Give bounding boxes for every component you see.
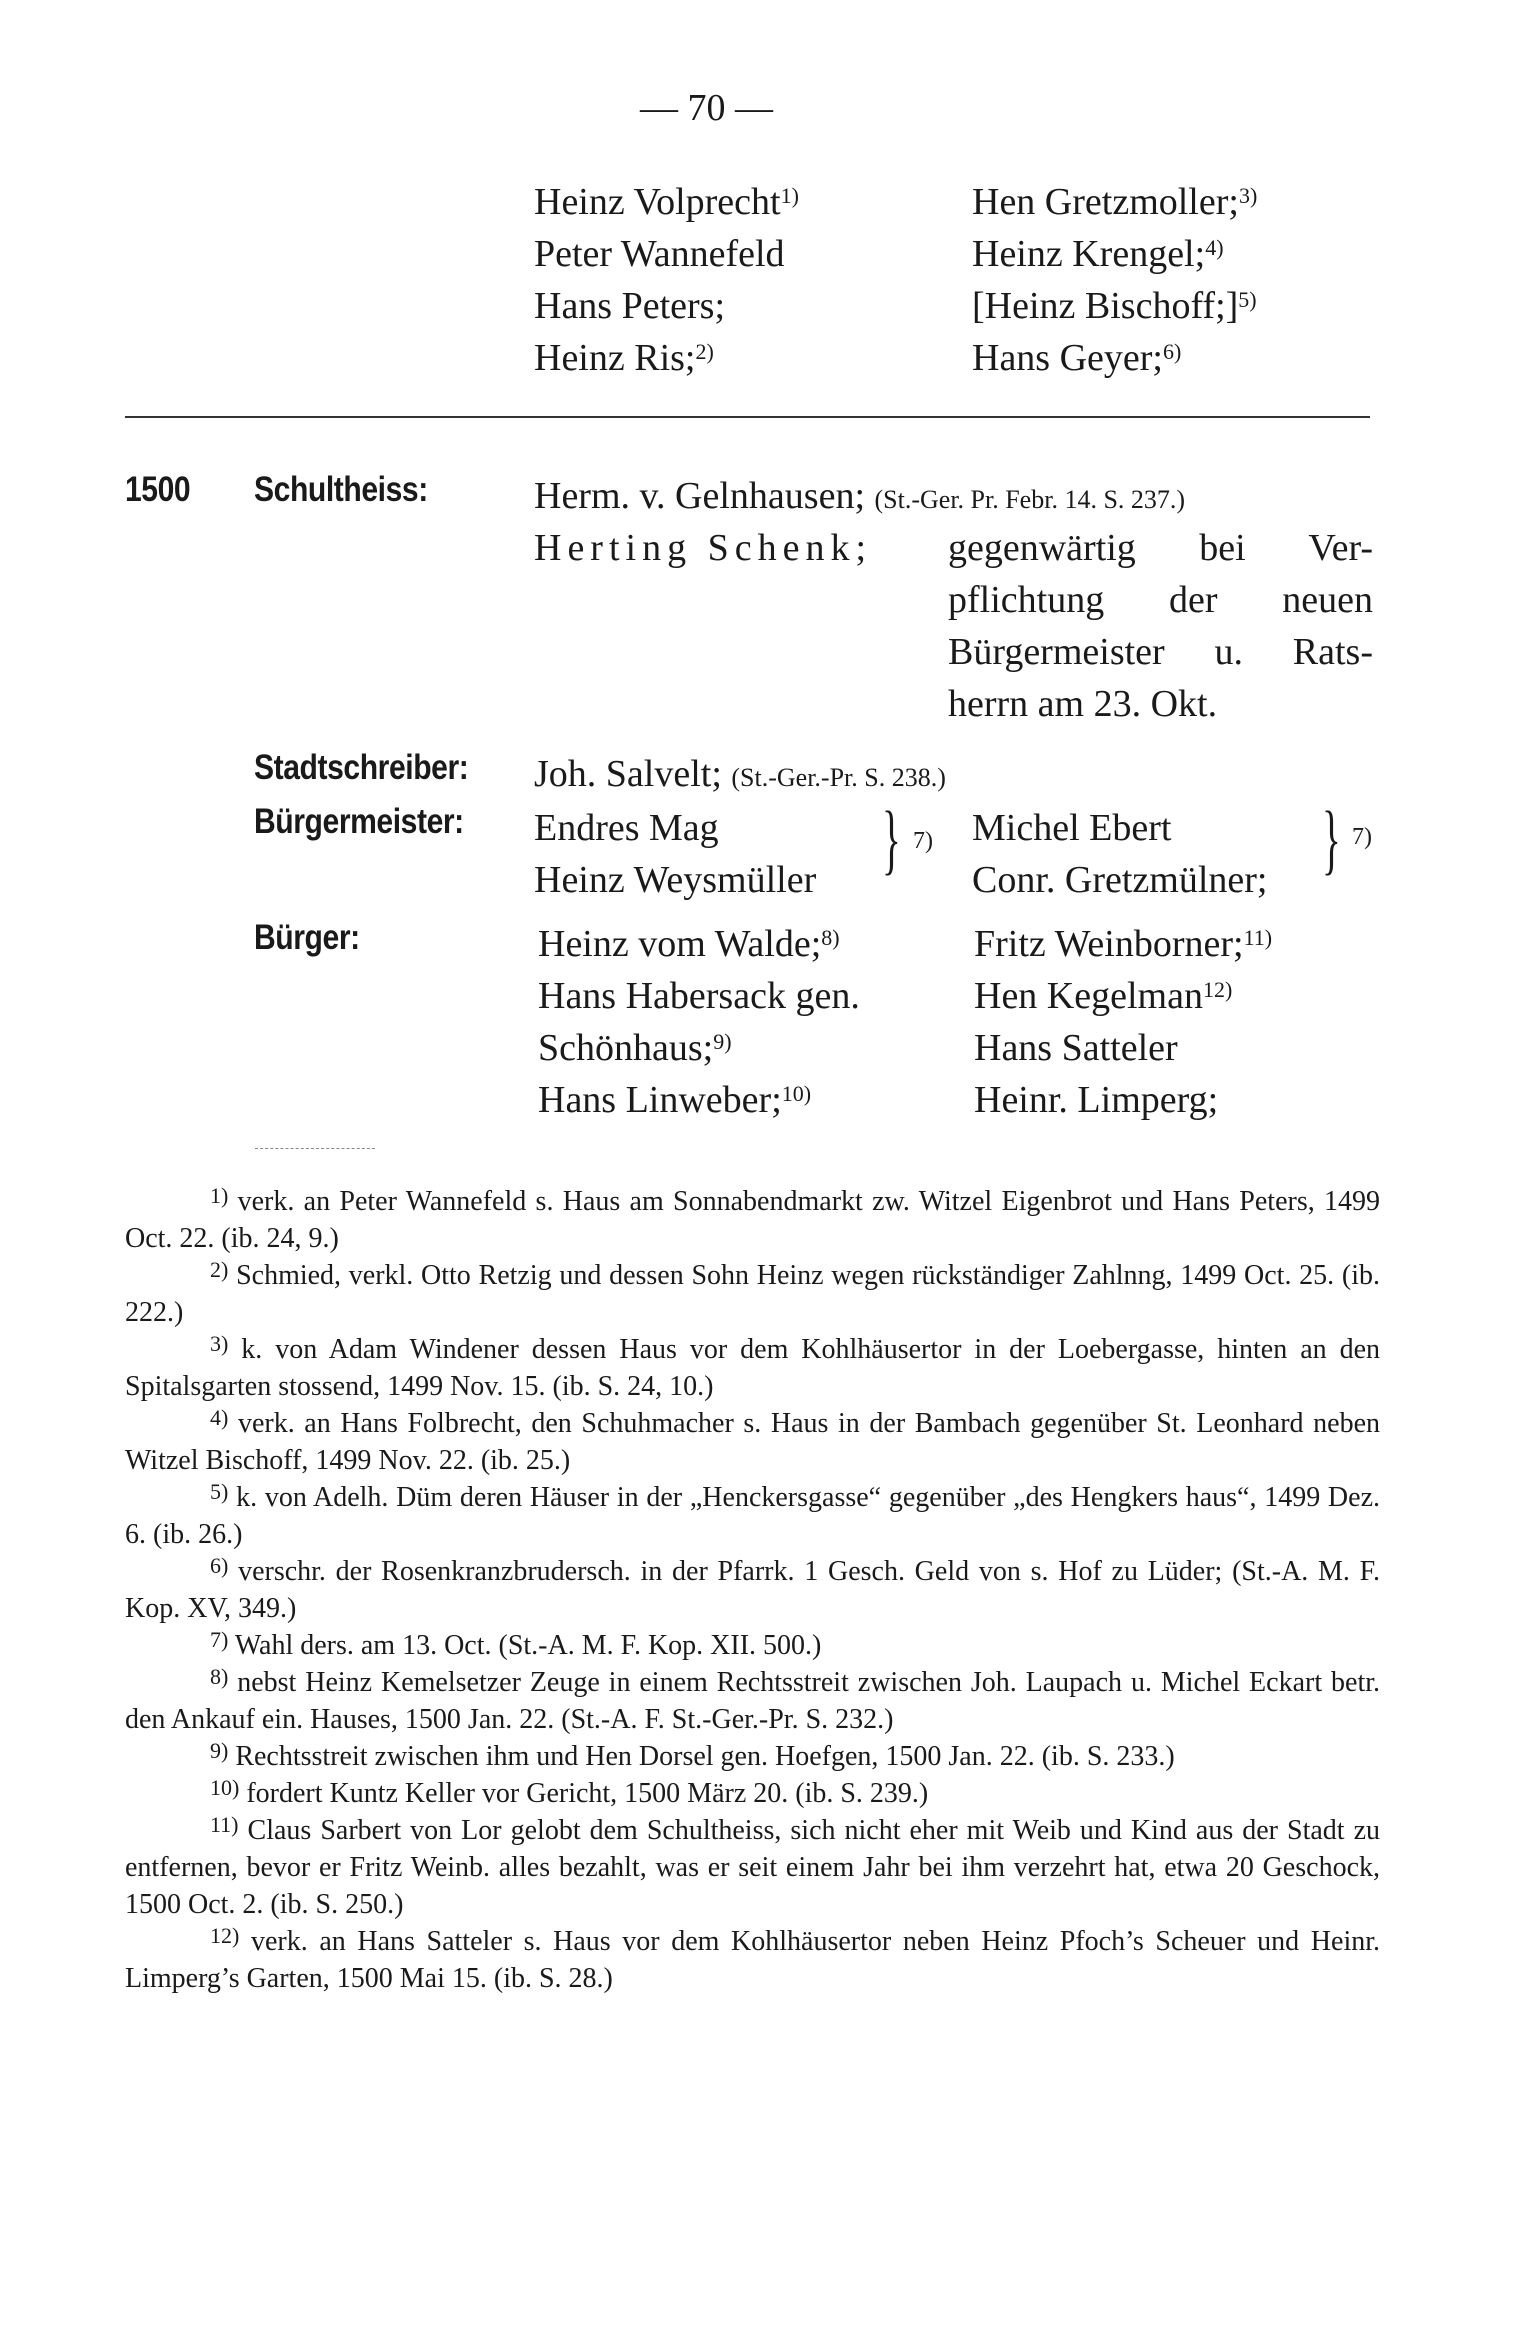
citation: (St.-Ger. Pr. Febr. 14. S. 237.)	[874, 485, 1186, 514]
list-item: Schönhaus;$^{9)}$	[538, 1027, 732, 1069]
list-item: Hans Geyer;$^{6)}$	[972, 337, 1182, 379]
buergermeister-right: Michel Ebert Conr. Gretzmülner;	[972, 807, 1268, 901]
buerger-left-list	[538, 918, 860, 1126]
footnote: $^{9)}$ Rechtsstreit zwischen ihm und Hen Dorsel gen. Hoefgen, 1500 Jan. 22. (ib. S. 233.)	[210, 1738, 1175, 1772]
buergermeister-left: Endres Mag Heinz Weysmüller	[534, 807, 817, 901]
list-item: Hen Gretzmoller;$^{3)}$	[972, 181, 1258, 223]
footnote: $^{3)}$ k. von Adam Windener dessen Haus vor dem Kohlhäusertor in der Loebergasse, hinten an den Spitalsgarten stossend, 1499 Nov. 15. (ib. S. 24, 10.)	[125, 1331, 1381, 1402]
section-divider	[125, 416, 1370, 418]
schultheiss-description: gegenwärtig bei Ver- pflichtung der neuen Bürgermeister u. Rats- herrn am 23. Okt.	[948, 527, 1373, 725]
list-item: Heinz Ris;$^{2)}$	[534, 337, 714, 379]
footnote: $^{1)}$ verk. an Peter Wannefeld s. Haus am Sonnabendmarkt zw. Witzel Eigenbrot und Hans Peters, 1499 Oct. 22. (ib. 24, 9.)	[125, 1183, 1381, 1254]
stadtschreiber-label: Stadtschreiber:	[254, 748, 469, 787]
footnote: $^{7)}$ Wahl ders. am 13. Oct. (St.-A. M. F. Kop. XII. 500.)	[210, 1627, 822, 1661]
list-item: Hen Kegelman$^{12)}$	[974, 975, 1233, 1017]
footnote-rule	[255, 1148, 375, 1149]
list-item: Hans Satteler	[974, 1027, 1178, 1069]
brace-left: }	[882, 795, 901, 882]
brace-note-left: 7)	[913, 828, 933, 854]
year-label: 1500	[125, 470, 191, 509]
brace-note-right: 7)	[1352, 824, 1372, 850]
list-item: [Heinz Bischoff;]$^{5)}$	[972, 285, 1257, 327]
footnotes	[125, 1183, 1380, 1997]
list-item: Heinz Volprecht$^{1)}$	[534, 181, 799, 223]
list-item: Heinr. Limperg;	[974, 1079, 1219, 1121]
footnote: $^{11)}$ Claus Sarbert von Lor gelobt dem Schultheiss, sich nicht eher mit Weib und Kind aus der Stadt zu entfernen, bevor er Fritz Weinb. alles bezahlt, was er seit einem Jahr bei ihm verzehrt hat, etwa 20 Geschock, 1500 Oct. 2. (ib. S. 250.)	[125, 1812, 1381, 1920]
list-item: Peter Wannefeld	[534, 233, 785, 275]
buerger-right-list	[974, 918, 1272, 1126]
citation: (St.-Ger.-Pr. S. 238.)	[731, 763, 946, 792]
stadtschreiber-name: Joh. Salvelt; (St.-Ger.-Pr. S. 238.)	[534, 753, 946, 795]
schultheiss-name-2: Herting Schenk;	[534, 527, 873, 569]
list-item: Hans Habersack gen.	[538, 975, 860, 1017]
brace-right: }	[1322, 795, 1341, 882]
footnote: $^{10)}$ fordert Kuntz Keller vor Gericht, 1500 März 20. (ib. S. 239.)	[210, 1775, 929, 1809]
footnote: $^{2)}$ Schmied, verkl. Otto Retzig und dessen Sohn Heinz wegen rückständiger Zahlnng, 1499 Oct. 25. (ib. 222.)	[125, 1257, 1380, 1328]
schultheiss-name-1: Herm. v. Gelnhausen; (St.-Ger. Pr. Febr. 14. S. 237.)	[534, 475, 1186, 517]
schultheiss-label: Schultheiss:	[254, 470, 428, 509]
footnote: $^{5)}$ k. von Adelh. Düm deren Häuser in der „Henckersgasse“ gegenüber „des Hengkers haus“, 1499 Dez. 6. (ib. 26.)	[125, 1479, 1381, 1550]
buerger-label: Bürger:	[254, 918, 360, 957]
top-right-list	[972, 176, 1257, 384]
footnote: $^{8)}$ nebst Heinz Kemelsetzer Zeuge in einem Rechtsstreit zwischen Joh. Laupach u. Michel Eckart betr. den Ankauf ein. Hauses, 1500 Jan. 22. (St.-A. F. St.-Ger.-Pr. S. 232.)	[125, 1664, 1381, 1735]
list-item: Hans Linweber;$^{10)}$	[538, 1079, 812, 1121]
top-left-list	[534, 176, 799, 384]
list-item: Fritz Weinborner;$^{11)}$	[974, 923, 1273, 965]
page-number: — 70 —	[640, 87, 773, 129]
list-item: Heinz Krengel;$^{4)}$	[972, 233, 1224, 275]
footnote: $^{12)}$ verk. an Hans Satteler s. Haus vor dem Kohlhäusertor neben Heinz Pfoch’s Scheuer und Heinr. Limperg’s Garten, 1500 Mai 15. (ib. S. 28.)	[125, 1923, 1381, 1994]
list-item: Heinz vom Walde;$^{8)}$	[538, 923, 840, 965]
footnote: $^{4)}$ verk. an Hans Folbrecht, den Schuhmacher s. Haus in der Bambach gegenüber St. Leonhard neben Witzel Bischoff, 1499 Nov. 22. (ib. 25.)	[125, 1405, 1380, 1476]
list-item: Hans Peters;	[534, 285, 726, 327]
footnote: $^{6)}$ verschr. der Rosenkranzbrudersch. in der Pfarrk. 1 Gesch. Geld von s. Hof zu Lüder; (St.-A. M. F. Kop. XV, 349.)	[125, 1553, 1381, 1624]
buergermeister-label: Bürgermeister:	[254, 802, 464, 841]
